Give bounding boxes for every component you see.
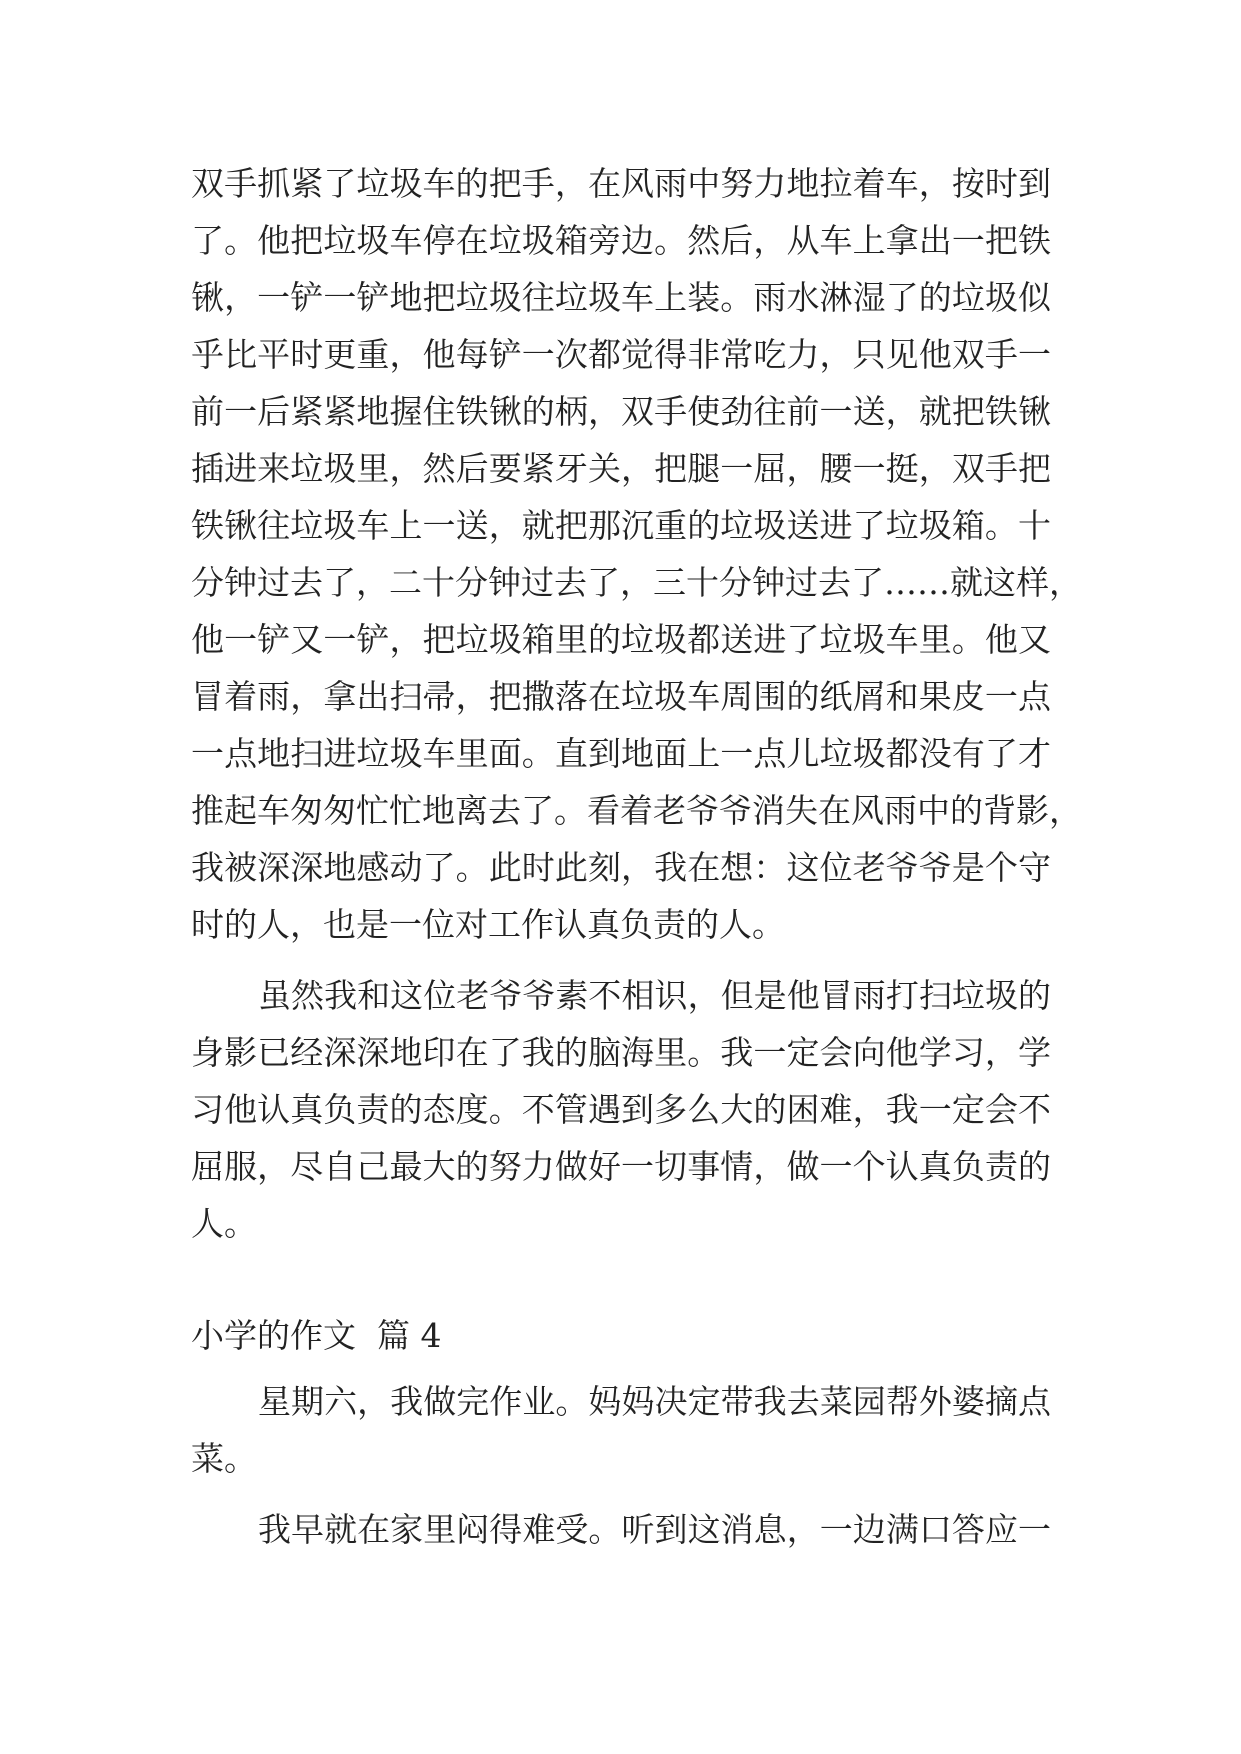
text-line: 乎比平时更重，他每铲一次都觉得非常吃力，只见他双手一 (191, 335, 1051, 374)
text-line: 他一铲又一铲，把垃圾箱里的垃圾都送进了垃圾车里。他又 (191, 620, 1051, 659)
text-line: 习他认真负责的态度。不管遇到多么大的困难，我一定会不 (191, 1090, 1051, 1129)
text-line: 铁锹往垃圾车上一送，就把那沉重的垃圾送进了垃圾箱。十 (191, 506, 1051, 545)
text-line: 了。他把垃圾车停在垃圾箱旁边。然后，从车上拿出一把铁 (191, 221, 1051, 260)
text-line: 前一后紧紧地握住铁锹的柄，双手使劲往前一送，就把铁锹 (191, 392, 1051, 431)
text-line: 双手抓紧了垃圾车的把手，在风雨中努力地拉着车，按时到 (191, 164, 1051, 203)
text-line: 推起车匆匆忙忙地离去了。看着老爷爷消失在风雨中的背影， (191, 791, 1082, 830)
text-line: 身影已经深深地印在了我的脑海里。我一定会向他学习，学 (191, 1033, 1051, 1072)
text-line: 菜。 (191, 1439, 257, 1478)
text-line: 一点地扫进垃圾车里面。直到地面上一点儿垃圾都没有了才 (191, 734, 1051, 773)
text-line: 星期六，我做完作业。妈妈决定带我去菜园帮外婆摘点 (258, 1382, 1051, 1421)
section-heading: 小学的作文 篇 4 (191, 1316, 442, 1355)
text-line: 人。 (191, 1204, 257, 1243)
text-line: 我早就在家里闷得难受。听到这消息，一边满口答应一 (258, 1510, 1051, 1549)
text-line: 冒着雨，拿出扫帚，把撒落在垃圾车周围的纸屑和果皮一点 (191, 677, 1051, 716)
text-line: 锹，一铲一铲地把垃圾往垃圾车上装。雨水淋湿了的垃圾似 (191, 278, 1051, 317)
text-line: 插进来垃圾里，然后要紧牙关，把腿一屈，腰一挺，双手把 (191, 449, 1051, 488)
text-line: 我被深深地感动了。此时此刻，我在想：这位老爷爷是个守 (191, 848, 1051, 887)
text-line: 虽然我和这位老爷爷素不相识，但是他冒雨打扫垃圾的 (258, 976, 1051, 1015)
text-line: 分钟过去了，二十分钟过去了，三十分钟过去了……就这样， (191, 563, 1082, 602)
text-line: 屈服，尽自己最大的努力做好一切事情，做一个认真负责的 (191, 1147, 1051, 1186)
text-line: 时的人，也是一位对工作认真负责的人。 (191, 905, 785, 944)
